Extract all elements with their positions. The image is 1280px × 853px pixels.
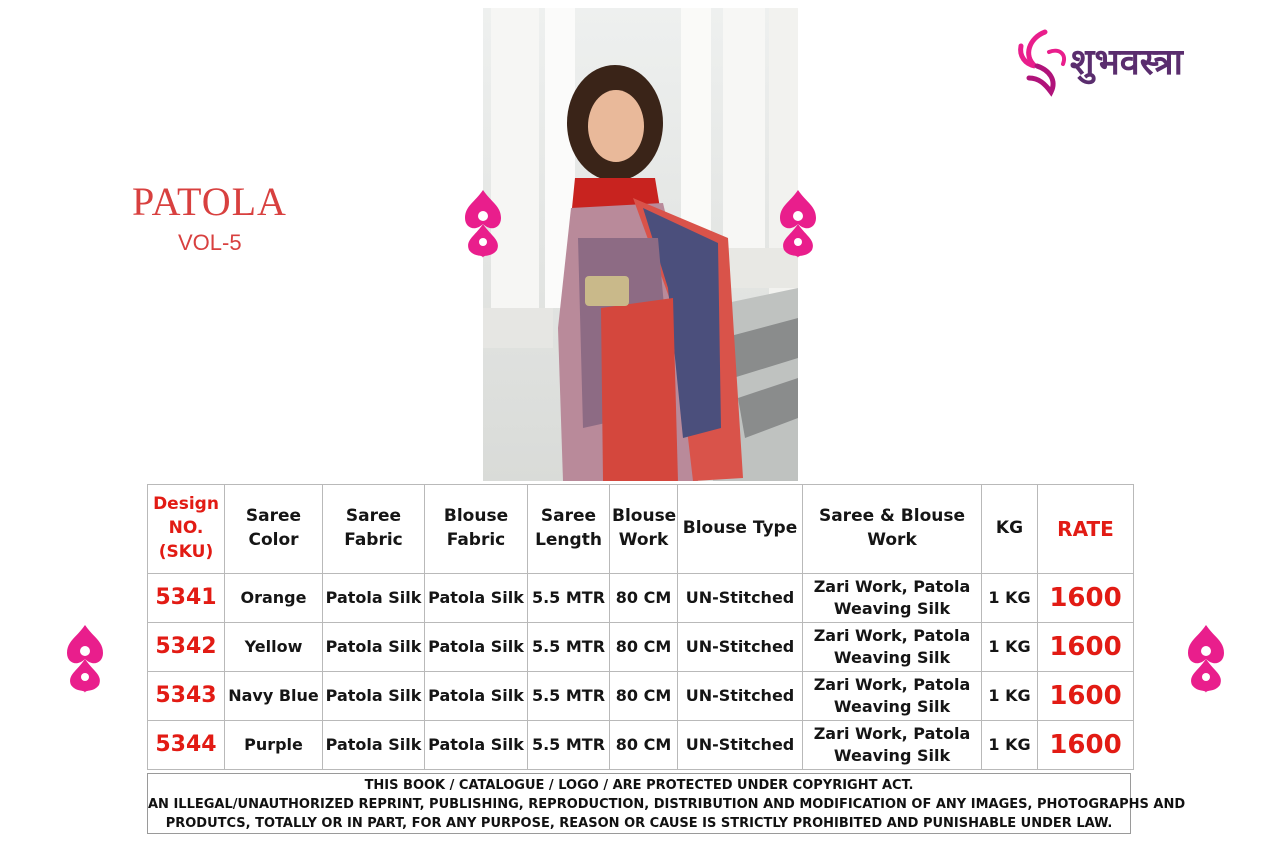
copyright-notice <box>147 773 1186 834</box>
catalogue-volume: VOL-5 <box>178 230 242 255</box>
blouse-fabric-cell: Patola Silk <box>425 574 528 623</box>
saree-fabric-cell: Patola Silk <box>323 574 425 623</box>
table-row <box>148 623 1134 672</box>
header-saree-fabric: Saree Fabric <box>323 485 425 574</box>
floral-motif-icon <box>1184 623 1228 695</box>
color-cell: Yellow <box>225 623 323 672</box>
kg-cell: 1 KG <box>982 672 1038 721</box>
saree-fabric-cell: Patola Silk <box>323 672 425 721</box>
kg-cell: 1 KG <box>982 574 1038 623</box>
header-kg: KG <box>982 485 1038 574</box>
header-blouse-fabric: Blouse Fabric <box>425 485 528 574</box>
copyright-line: AN ILLEGAL/UNAUTHORIZED REPRINT, PUBLISHING, REPRODUCTION, DISTRIBUTION AND MODIFICATION OF ANY IMAGES, PHOTOGRAPHS AND <box>148 797 1186 812</box>
sku-cell: 5342 <box>148 623 225 672</box>
length-cell: 5.5 MTR <box>528 672 610 721</box>
blouse-type-cell: UN-Stitched <box>678 721 803 770</box>
blouse-work-cell: 80 CM <box>610 721 678 770</box>
table-row <box>148 721 1134 770</box>
work-cell: Zari Work, Patola Weaving Silk <box>803 721 982 770</box>
table-row <box>148 574 1134 623</box>
floral-motif-icon <box>461 188 505 260</box>
color-cell: Orange <box>225 574 323 623</box>
header-rate: RATE <box>1038 485 1134 574</box>
header-saree-color: Saree Color <box>225 485 323 574</box>
model-in-saree-photo <box>483 8 798 481</box>
length-cell: 5.5 MTR <box>528 574 610 623</box>
saree-fabric-cell: Patola Silk <box>323 623 425 672</box>
blouse-type-cell: UN-Stitched <box>678 574 803 623</box>
blouse-work-cell: 80 CM <box>610 623 678 672</box>
product-spec-table <box>147 484 1134 770</box>
header-blouse-type: Blouse Type <box>678 485 803 574</box>
catalogue-title: PATOLA <box>132 179 287 224</box>
copyright-line: THIS BOOK / CATALOGUE / LOGO / ARE PROTECTED UNDER COPYRIGHT ACT. <box>364 778 914 793</box>
brand-logo <box>1015 26 1255 106</box>
color-cell: Navy Blue <box>225 672 323 721</box>
rate-cell: 1600 <box>1038 721 1134 770</box>
work-cell: Zari Work, Patola Weaving Silk <box>803 623 982 672</box>
saree-fabric-cell: Patola Silk <box>323 721 425 770</box>
header-saree-blouse-work: Saree & Blouse Work <box>803 485 982 574</box>
header-blouse-work: Blouse Work <box>610 485 678 574</box>
header-saree-length: Saree Length <box>528 485 610 574</box>
length-cell: 5.5 MTR <box>528 623 610 672</box>
work-cell: Zari Work, Patola Weaving Silk <box>803 574 982 623</box>
swirl-logo-icon <box>1015 26 1071 98</box>
color-cell: Purple <box>225 721 323 770</box>
kg-cell: 1 KG <box>982 623 1038 672</box>
blouse-work-cell: 80 CM <box>610 672 678 721</box>
work-cell: Zari Work, Patola Weaving Silk <box>803 672 982 721</box>
blouse-fabric-cell: Patola Silk <box>425 672 528 721</box>
logo-wordmark: शुभवस्त्रा <box>1070 42 1184 83</box>
sku-cell: 5343 <box>148 672 225 721</box>
rate-cell: 1600 <box>1038 623 1134 672</box>
kg-cell: 1 KG <box>982 721 1038 770</box>
blouse-type-cell: UN-Stitched <box>678 623 803 672</box>
length-cell: 5.5 MTR <box>528 721 610 770</box>
blouse-fabric-cell: Patola Silk <box>425 623 528 672</box>
rate-cell: 1600 <box>1038 672 1134 721</box>
table-row <box>148 672 1134 721</box>
floral-motif-icon <box>63 623 107 695</box>
sku-cell: 5341 <box>148 574 225 623</box>
blouse-work-cell: 80 CM <box>610 574 678 623</box>
blouse-type-cell: UN-Stitched <box>678 672 803 721</box>
table-header-row <box>148 485 1134 574</box>
sku-cell: 5344 <box>148 721 225 770</box>
rate-cell: 1600 <box>1038 574 1134 623</box>
blouse-fabric-cell: Patola Silk <box>425 721 528 770</box>
copyright-line: PRODUTCS, TOTALLY OR IN PART, FOR ANY PURPOSE, REASON OR CAUSE IS STRICTLY PROHIBITED AND PUNISHABLE UNDER LAW. <box>165 816 1113 831</box>
floral-motif-icon <box>776 188 820 260</box>
header-design-no: Design NO. (SKU) <box>148 485 225 574</box>
